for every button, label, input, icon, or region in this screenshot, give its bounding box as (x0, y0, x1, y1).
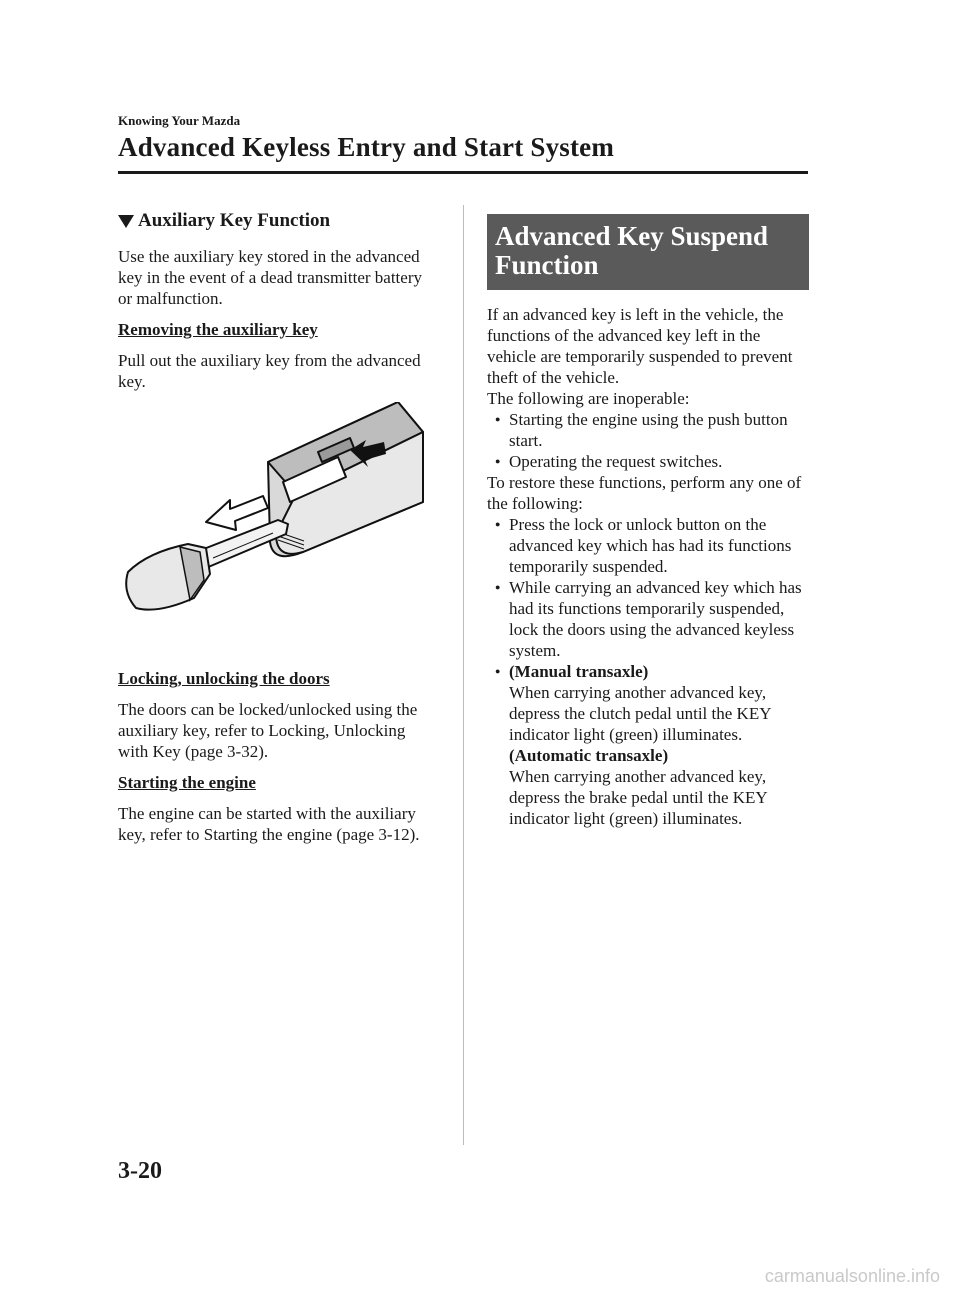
removing-heading: Removing the auxiliary key (118, 320, 318, 339)
list-item-transaxle (487, 661, 809, 829)
right-column (487, 214, 809, 829)
column-divider (463, 205, 464, 1145)
inoperable-lead: The following are inoperable: (487, 389, 690, 408)
manual-transaxle-label: ● (Manual transaxle) (509, 662, 649, 681)
suspend-intro: If an advanced key is left in the vehicle, the functions of the advanced key left in the vehicle are temporarily suspended to prevent theft of the vehicle. (487, 305, 793, 387)
automatic-transaxle-text: When carrying another advanced key, depress the brake pedal until the KEY indicator light (green) illuminates. (509, 767, 768, 828)
page-number: 3-20 (118, 1158, 162, 1184)
starting-heading: Starting the engine (118, 773, 256, 792)
section-heading-auxiliary-key (118, 210, 438, 232)
section-heading-text: Auxiliary Key Function (138, 210, 331, 231)
inoperable-list (487, 409, 809, 472)
chapter-label: Knowing Your Mazda (118, 113, 241, 128)
restore-lead: To restore these functions, perform any one of the following: (487, 473, 802, 513)
locking-text: The doors can be locked/unlocked using the auxiliary key, refer to Locking, Unlocking with Key (page 3-32). (118, 700, 418, 761)
auxiliary-key-illustration (118, 402, 438, 652)
automatic-transaxle-label: (Automatic transaxle) (509, 746, 669, 765)
list-item: ● While carrying an advanced key which has had its functions temporarily suspended, lock the doors using the advanced keyless system. (487, 577, 809, 661)
title-rule (118, 171, 808, 174)
suspend-function-banner: Advanced Key Suspend Function (487, 214, 809, 290)
left-column (118, 210, 438, 855)
restore-list (487, 514, 809, 829)
key-removal-icon (118, 402, 438, 652)
list-item: ● Operating the request switches. (487, 451, 809, 472)
locking-heading: Locking, unlocking the doors (118, 669, 330, 688)
removing-text: Pull out the auxiliary key from the advanced key. (118, 351, 421, 391)
triangle-marker-icon (118, 215, 134, 228)
manual-transaxle-text: When carrying another advanced key, depress the clutch pedal until the KEY indicator light (green) illuminates. (509, 683, 771, 744)
list-item: ● Starting the engine using the push button start. (487, 409, 809, 451)
watermark: carmanualsonline.info (764, 1266, 940, 1286)
list-item: ● Press the lock or unlock button on the advanced key which has had its functions temporarily suspended. (487, 514, 809, 577)
page-title: Advanced Keyless Entry and Start System (118, 132, 615, 162)
starting-text: The engine can be started with the auxiliary key, refer to Starting the engine (page 3-12). (118, 804, 420, 844)
auxiliary-intro: Use the auxiliary key stored in the advanced key in the event of a dead transmitter battery or malfunction. (118, 247, 422, 308)
